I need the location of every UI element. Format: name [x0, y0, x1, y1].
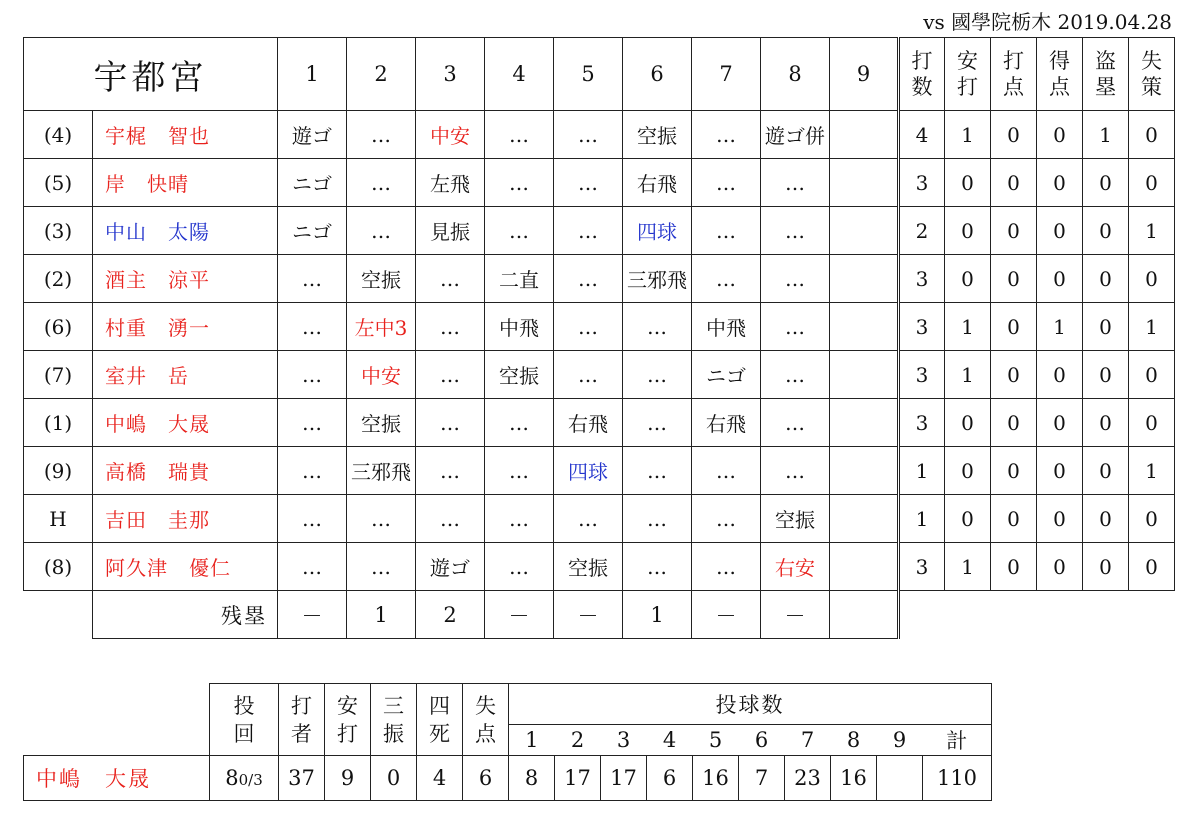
player-stat: 0	[991, 351, 1037, 399]
at-bat-result: …	[692, 255, 761, 303]
pitching-header-char: 打	[337, 721, 358, 746]
at-bat-result: …	[623, 351, 692, 399]
at-bat-result: 空振	[623, 111, 692, 159]
player-stat: 0	[1129, 111, 1175, 159]
at-bat-result: 右飛	[692, 399, 761, 447]
pitching-header	[371, 684, 417, 756]
at-bat-result: 空振	[485, 351, 554, 399]
player-stat: 0	[1129, 399, 1175, 447]
left-on-base-value: 2	[416, 591, 485, 639]
player-stat: 1	[945, 351, 991, 399]
player-stat: 0	[991, 207, 1037, 255]
at-bat-result: …	[692, 159, 761, 207]
at-bat-result: …	[485, 399, 554, 447]
player-name: 阿久津 優仁	[93, 543, 278, 591]
pitching-header	[325, 684, 371, 756]
pitching-table	[23, 683, 992, 801]
blank-cell	[24, 591, 93, 639]
pitches-inning: 23	[785, 756, 831, 801]
player-stat: 1	[945, 303, 991, 351]
player-stat: 1	[945, 111, 991, 159]
left-on-base-value: －	[485, 591, 554, 639]
player-stat: 0	[1037, 399, 1083, 447]
at-bat-result	[830, 303, 899, 351]
player-stat: 0	[1129, 543, 1175, 591]
at-bat-result: 遊ゴ併	[761, 111, 830, 159]
pitcher-name: 中嶋 大晟	[24, 756, 210, 801]
player-stat: 0	[1083, 303, 1129, 351]
innings-whole: 8	[225, 766, 239, 790]
at-bat-result: ニゴ	[692, 351, 761, 399]
stat-header-char: 失	[1141, 49, 1162, 73]
player-stat: 0	[991, 495, 1037, 543]
stat-header	[991, 38, 1037, 111]
player-stat: 3	[899, 351, 945, 399]
pitching-header-char: 回	[233, 721, 255, 746]
pitches-inning: 16	[693, 756, 739, 801]
at-bat-result: 右安	[761, 543, 830, 591]
pitch-inning-header: 3	[601, 725, 647, 756]
at-bat-result: …	[278, 495, 347, 543]
player-stat: 1	[899, 495, 945, 543]
player-stat: 0	[1037, 159, 1083, 207]
pitching-header	[279, 684, 325, 756]
player-stat: 0	[991, 255, 1037, 303]
at-bat-result: …	[347, 207, 416, 255]
pitching-header-char: 者	[291, 721, 312, 746]
pitching-header-char: 振	[383, 721, 404, 746]
at-bat-result: …	[692, 495, 761, 543]
at-bat-result: …	[347, 111, 416, 159]
player-stat: 3	[899, 159, 945, 207]
at-bat-result: …	[692, 543, 761, 591]
inning-header: 5	[554, 38, 623, 111]
pitching-header	[210, 684, 279, 756]
at-bat-result: …	[347, 495, 416, 543]
player-name: 酒主 涼平	[93, 255, 278, 303]
pitching-header-char: 四	[429, 693, 450, 718]
player-stat: 0	[945, 399, 991, 447]
player-stat: 0	[991, 111, 1037, 159]
player-stat: 0	[945, 495, 991, 543]
pitching-header-char: 安	[337, 693, 358, 718]
stat-header	[1129, 38, 1175, 111]
player-stat: 4	[899, 111, 945, 159]
team-name: 宇都宮	[24, 38, 278, 111]
pitch-count-header: 投球数	[509, 684, 992, 725]
pitching-header-char: 打	[291, 693, 312, 718]
pitch-inning-header: 2	[555, 725, 601, 756]
pitches-inning: 7	[739, 756, 785, 801]
player-stat: 0	[1129, 255, 1175, 303]
player-name: 吉田 圭那	[93, 495, 278, 543]
stat-header-char: 点	[1003, 75, 1024, 99]
pitches-inning: 6	[647, 756, 693, 801]
pitch-inning-header: 7	[785, 725, 831, 756]
left-on-base-row	[24, 591, 1175, 639]
at-bat-result: …	[278, 351, 347, 399]
blank-cell	[24, 684, 210, 756]
pitches-inning: 8	[509, 756, 555, 801]
player-stat: 0	[991, 159, 1037, 207]
batter-row	[24, 543, 1175, 591]
at-bat-result: …	[623, 447, 692, 495]
player-stat: 0	[991, 399, 1037, 447]
player-stat: 0	[1083, 159, 1129, 207]
stat-header-char: 数	[911, 75, 933, 99]
pitching-header-row	[24, 684, 992, 725]
player-name: 高橋 瑞貴	[93, 447, 278, 495]
at-bat-result: …	[692, 447, 761, 495]
batter-row	[24, 255, 1175, 303]
stat-header-char: 点	[1049, 75, 1070, 99]
inning-header: 3	[416, 38, 485, 111]
batter-row	[24, 495, 1175, 543]
left-on-base-value: －	[692, 591, 761, 639]
player-stat: 0	[1129, 351, 1175, 399]
batter-row	[24, 207, 1175, 255]
player-stat: 0	[1083, 399, 1129, 447]
pitcher-stat: 0	[371, 756, 417, 801]
player-stat: 0	[1083, 207, 1129, 255]
at-bat-result: …	[692, 207, 761, 255]
pitch-inning-header: 9	[877, 725, 923, 756]
stat-header-char: 打	[1003, 49, 1024, 73]
player-stat: 0	[1037, 351, 1083, 399]
pitching-header-char: 点	[475, 721, 496, 746]
inning-header: 9	[830, 38, 899, 111]
at-bat-result: …	[416, 351, 485, 399]
player-name: 室井 岳	[93, 351, 278, 399]
batting-table	[23, 37, 1175, 639]
at-bat-result: 遊ゴ	[278, 111, 347, 159]
at-bat-result: …	[554, 351, 623, 399]
player-name: 村重 湧一	[93, 303, 278, 351]
at-bat-result: 右飛	[554, 399, 623, 447]
player-stat: 2	[899, 207, 945, 255]
batting-order: (5)	[24, 159, 93, 207]
player-stat: 0	[1037, 207, 1083, 255]
at-bat-result: …	[485, 207, 554, 255]
at-bat-result: 右飛	[623, 159, 692, 207]
batting-order: (6)	[24, 303, 93, 351]
at-bat-result: …	[761, 207, 830, 255]
player-stat: 0	[1083, 495, 1129, 543]
batting-order: H	[24, 495, 93, 543]
player-stat: 0	[991, 303, 1037, 351]
at-bat-result: 中安	[347, 351, 416, 399]
at-bat-result: …	[554, 495, 623, 543]
at-bat-result: …	[278, 543, 347, 591]
left-on-base-value: －	[761, 591, 830, 639]
at-bat-result: …	[761, 351, 830, 399]
at-bat-result	[830, 111, 899, 159]
batter-row	[24, 303, 1175, 351]
player-stat: 0	[1037, 255, 1083, 303]
at-bat-result: …	[278, 399, 347, 447]
player-stat: 0	[1129, 495, 1175, 543]
left-on-base-value: 1	[623, 591, 692, 639]
at-bat-result: 四球	[554, 447, 623, 495]
at-bat-result: …	[623, 399, 692, 447]
player-stat: 3	[899, 303, 945, 351]
inning-header: 7	[692, 38, 761, 111]
player-stat: 0	[1129, 159, 1175, 207]
at-bat-result: …	[485, 159, 554, 207]
pitching-header-char: 投	[233, 693, 255, 718]
at-bat-result: 二直	[485, 255, 554, 303]
at-bat-result: …	[416, 255, 485, 303]
at-bat-result: 遊ゴ	[416, 543, 485, 591]
game-header: vs 國學院栃木 2019.04.28	[923, 10, 1172, 34]
at-bat-result: …	[416, 303, 485, 351]
at-bat-result: …	[485, 495, 554, 543]
pitches-inning: 17	[555, 756, 601, 801]
at-bat-result: 四球	[623, 207, 692, 255]
stat-header-char: 盗	[1095, 49, 1116, 73]
inning-header: 8	[761, 38, 830, 111]
stat-header-char: 塁	[1095, 75, 1116, 99]
stat-header	[899, 38, 945, 111]
at-bat-result: …	[347, 543, 416, 591]
at-bat-result: …	[416, 447, 485, 495]
pitches-inning	[877, 756, 923, 801]
player-stat: 0	[991, 447, 1037, 495]
at-bat-result: …	[347, 159, 416, 207]
left-on-base-value: 1	[347, 591, 416, 639]
batter-row	[24, 399, 1175, 447]
pitcher-stat: 4	[417, 756, 463, 801]
at-bat-result: …	[278, 255, 347, 303]
at-bat-result: …	[416, 399, 485, 447]
inning-header: 4	[485, 38, 554, 111]
at-bat-result	[830, 159, 899, 207]
pitcher-stat: 9	[325, 756, 371, 801]
at-bat-result: …	[485, 111, 554, 159]
pitching-header	[463, 684, 509, 756]
player-stat: 0	[1037, 447, 1083, 495]
at-bat-result: ニゴ	[278, 207, 347, 255]
at-bat-result: …	[761, 255, 830, 303]
at-bat-result: …	[761, 159, 830, 207]
at-bat-result	[830, 207, 899, 255]
inning-header: 1	[278, 38, 347, 111]
at-bat-result: …	[623, 303, 692, 351]
at-bat-result	[830, 543, 899, 591]
at-bat-result: 左中3	[347, 303, 416, 351]
at-bat-result: …	[554, 159, 623, 207]
pitcher-stat: 6	[463, 756, 509, 801]
pitch-total-header: 計	[923, 725, 992, 756]
left-on-base-value	[830, 591, 899, 639]
at-bat-result: 中安	[416, 111, 485, 159]
at-bat-result: …	[278, 303, 347, 351]
at-bat-result: …	[554, 303, 623, 351]
at-bat-result: 三邪飛	[347, 447, 416, 495]
at-bat-result: …	[554, 207, 623, 255]
at-bat-result: 空振	[554, 543, 623, 591]
pitch-inning-header: 8	[831, 725, 877, 756]
at-bat-result: 中飛	[485, 303, 554, 351]
player-stat: 0	[1083, 255, 1129, 303]
batter-row	[24, 351, 1175, 399]
pitching-header-char: 失	[475, 693, 496, 718]
at-bat-result: …	[623, 495, 692, 543]
stat-header-char: 得	[1049, 49, 1070, 73]
at-bat-result: …	[278, 447, 347, 495]
pitch-inning-header: 6	[739, 725, 785, 756]
pitcher-row	[24, 756, 992, 801]
at-bat-result: …	[485, 543, 554, 591]
pitch-inning-header: 4	[647, 725, 693, 756]
stat-header-char: 安	[957, 49, 978, 73]
player-name: 中山 太陽	[93, 207, 278, 255]
pitch-inning-header: 5	[693, 725, 739, 756]
player-stat: 0	[1083, 351, 1129, 399]
player-stat: 1	[1129, 447, 1175, 495]
batting-order: (3)	[24, 207, 93, 255]
at-bat-result	[830, 351, 899, 399]
inning-header: 2	[347, 38, 416, 111]
player-stat: 1	[1129, 303, 1175, 351]
at-bat-result	[830, 255, 899, 303]
player-stat: 3	[899, 543, 945, 591]
stat-header	[1083, 38, 1129, 111]
pitches-inning: 16	[831, 756, 877, 801]
player-stat: 0	[945, 447, 991, 495]
pitch-inning-header: 1	[509, 725, 555, 756]
batting-order: (7)	[24, 351, 93, 399]
pitches-inning: 17	[601, 756, 647, 801]
stat-header-char: 策	[1141, 75, 1162, 99]
pitching-header-char: 三	[383, 693, 404, 718]
player-name: 宇梶 智也	[93, 111, 278, 159]
at-bat-result: …	[623, 543, 692, 591]
at-bat-result: 空振	[347, 399, 416, 447]
pitches-total: 110	[923, 756, 992, 801]
player-stat: 0	[1037, 495, 1083, 543]
at-bat-result: 空振	[761, 495, 830, 543]
at-bat-result: …	[761, 399, 830, 447]
player-stat: 3	[899, 255, 945, 303]
batter-row	[24, 159, 1175, 207]
at-bat-result: ニゴ	[278, 159, 347, 207]
stat-header-char: 打	[911, 49, 933, 73]
player-stat: 1	[945, 543, 991, 591]
player-stat: 0	[1083, 543, 1129, 591]
player-stat: 1	[1037, 303, 1083, 351]
at-bat-result: …	[761, 303, 830, 351]
player-stat: 0	[945, 207, 991, 255]
at-bat-result: 中飛	[692, 303, 761, 351]
at-bat-result: …	[416, 495, 485, 543]
at-bat-result: 三邪飛	[623, 255, 692, 303]
batter-row	[24, 447, 1175, 495]
inning-header: 6	[623, 38, 692, 111]
player-name: 岸 快晴	[93, 159, 278, 207]
player-stat: 0	[1037, 111, 1083, 159]
batting-order: (9)	[24, 447, 93, 495]
at-bat-result: …	[554, 111, 623, 159]
player-stat: 1	[1083, 111, 1129, 159]
at-bat-result: 空振	[347, 255, 416, 303]
at-bat-result	[830, 399, 899, 447]
at-bat-result: 左飛	[416, 159, 485, 207]
player-stat: 3	[899, 399, 945, 447]
left-on-base-label: 残塁	[93, 591, 278, 639]
stat-header	[1037, 38, 1083, 111]
player-stat: 0	[945, 159, 991, 207]
player-name: 中嶋 大晟	[93, 399, 278, 447]
left-on-base-value: －	[554, 591, 623, 639]
pitching-header-char: 死	[429, 721, 450, 746]
batting-order: (1)	[24, 399, 93, 447]
player-stat: 0	[1037, 543, 1083, 591]
at-bat-result: …	[485, 447, 554, 495]
player-stat: 1	[899, 447, 945, 495]
player-stat: 1	[1129, 207, 1175, 255]
pitcher-stat: 37	[279, 756, 325, 801]
batter-row	[24, 111, 1175, 159]
batting-header-row	[24, 38, 1175, 111]
pitching-header	[417, 684, 463, 756]
stat-header-char: 打	[957, 75, 978, 99]
at-bat-result: …	[692, 111, 761, 159]
player-stat: 0	[945, 255, 991, 303]
player-stat: 0	[991, 543, 1037, 591]
at-bat-result	[830, 447, 899, 495]
innings-fraction: 0/3	[238, 771, 263, 789]
at-bat-result: 見振	[416, 207, 485, 255]
batting-order: (8)	[24, 543, 93, 591]
at-bat-result	[830, 495, 899, 543]
batting-order: (2)	[24, 255, 93, 303]
stat-header	[945, 38, 991, 111]
at-bat-result: …	[554, 255, 623, 303]
player-stat: 0	[1083, 447, 1129, 495]
innings-pitched	[210, 756, 279, 801]
at-bat-result: …	[761, 447, 830, 495]
batting-order: (4)	[24, 111, 93, 159]
left-on-base-value: －	[278, 591, 347, 639]
